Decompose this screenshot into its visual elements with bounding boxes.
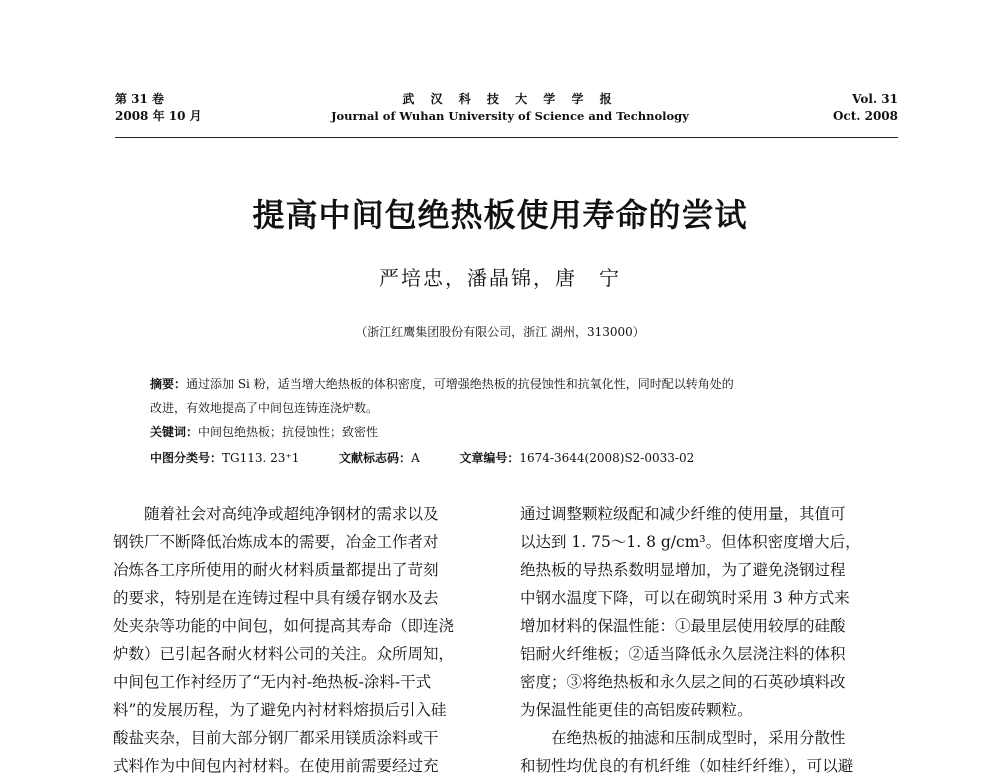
body-right-line: 绝热板的导热系数明显增加，为了避免浇钢过程: [520, 561, 846, 579]
abstract-line-2: 改进，有效地提高了中间包连铸连浇炉数。: [150, 401, 379, 415]
body-right-line: 中钢水温度下降，可以在砌筑时采用 3 种方式来: [520, 589, 850, 607]
body-right-line: 增加材料的保温性能：①最里层使用较厚的硅酸: [520, 617, 846, 635]
body-right-line: 以达到 1. 75～1. 8 g/cm³。但体积密度增大后，: [520, 533, 861, 551]
body-left-line: 处夹杂等功能的中间包，如何提高其寿命（即连浇: [113, 617, 455, 635]
body-right-line: 在绝热板的抽滤和压制成型时，采用分散性: [520, 729, 846, 747]
body-right-line: 和韧性均优良的有机纤维（如桂纤纤维），可以避: [520, 757, 854, 775]
authors: 严培忠，潘晶锦，唐 宁: [379, 266, 621, 290]
body-left-line: 冶炼各工序所使用的耐火材料质量都提出了苛刻: [113, 561, 439, 579]
clc-value: TG113. 23⁺1: [222, 451, 300, 465]
body-left-line: 中间包工作衬经历了“无内衬-绝热板-涂料-干式: [113, 673, 432, 691]
body-right-line: 铝耐火纤维板；②适当降低永久层浇注料的体积: [520, 645, 846, 663]
body-right-column: [520, 500, 900, 780]
header-rule: [115, 137, 898, 138]
keywords-label: 关键词：: [150, 425, 199, 439]
body-left-line: 的要求，特别是在连铸过程中具有缓存钢水及去: [113, 589, 439, 607]
doc-code-label: 文献标志码：: [339, 451, 412, 465]
body-left-column: [113, 500, 491, 780]
article-number-value: 1674-3644(2008)S2-0033-02: [519, 451, 695, 465]
doc-code-value: A: [411, 451, 420, 465]
journal-en-title: Journal of Wuhan University of Science and Technology: [331, 109, 689, 123]
paper-title: 提高中间包绝热板使用寿命的尝试: [252, 196, 748, 234]
keywords-line: [150, 420, 378, 444]
vol-en-label: Vol. 31: [852, 92, 898, 106]
abstract-line-1: [150, 372, 734, 396]
affiliation: （浙江红鹰集团股份有限公司，浙江 湖州，313000）: [355, 325, 645, 339]
volume-label: 第 31 卷: [115, 92, 165, 106]
abstract-text-1: 通过添加 Si 粉，适当增大绝热板的体积密度，可增强绝热板的抗侵蚀性和抗氧化性，同时配以转角处的: [186, 377, 734, 391]
abstract-label: 摘要：: [150, 377, 187, 391]
date-cn-label: 2008 年 10 月: [115, 109, 202, 123]
body-left-line: 炉数）已引起各耐火材料公司的关注。众所周知，: [113, 645, 455, 663]
body-left-line: 料”的发展历程，为了避免内衬材料熔损后引入硅: [113, 701, 447, 719]
body-right-line: 通过调整颗粒级配和减少纤维的使用量，其值可: [520, 505, 846, 523]
body-left-line: 钢铁厂不断降低冶炼成本的需要，冶金工作者对: [113, 533, 439, 551]
body-right-line: 为保温性能更佳的高铝废砖颗粒。: [520, 701, 753, 719]
body-left-line: 式料作为中间包内衬材料。在使用前需要经过充: [113, 757, 439, 775]
keywords-text: 中间包绝热板；抗侵蚀性；致密性: [198, 425, 379, 439]
body-left-line: 酸盐夹杂，目前大部分钢厂都采用镁质涂料或干: [113, 729, 439, 747]
article-number-label: 文章编号：: [459, 451, 520, 465]
body-right-line: 密度；③将绝热板和永久层之间的石英砂填料改: [520, 673, 846, 691]
journal-cn-title: 武 汉 科 技 大 学 学 报: [402, 92, 618, 106]
body-left-line: 随着社会对高纯净或超纯净钢材的需求以及: [113, 505, 439, 523]
clc-label: 中图分类号：: [150, 451, 223, 465]
date-en-label: Oct. 2008: [832, 109, 898, 123]
classification-line: [150, 446, 694, 470]
